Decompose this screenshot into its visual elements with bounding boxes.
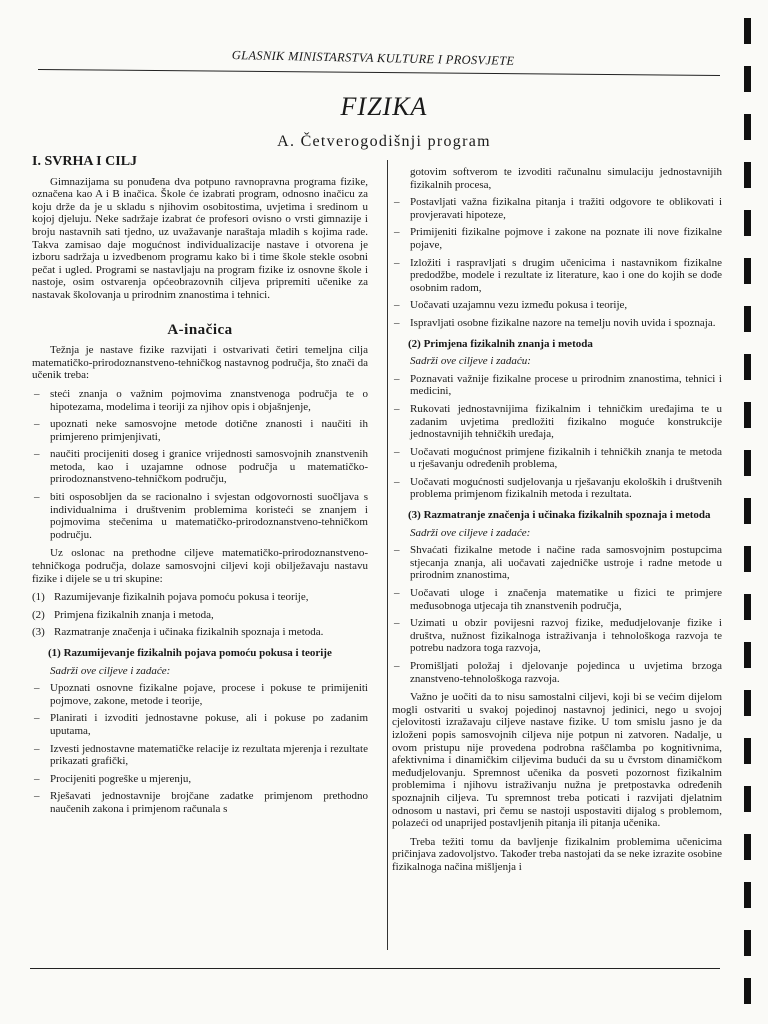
variant-a-heading: A-inačica: [167, 321, 233, 338]
scan-mark: [744, 882, 751, 908]
closing-paragraph-2: Treba težiti tomu da bavljenje fizikalnim problemima učenicima pričinjava zadovoljstvo. Također treba nastojati da se neke izrazite osobine fizikalnoga načina mišljenja i: [392, 835, 722, 873]
scan-mark: [744, 354, 751, 380]
list-item: gotovim softverom te izvoditi računalnu simulaciju jednostavnijih fizikalnih procesa,: [410, 166, 722, 191]
scan-mark: [744, 402, 751, 428]
list-item: – Uočavati uloge i značenja matematike u fizici te primjere međusobnoga utjecaja tih znanstvenih područja,: [392, 587, 722, 612]
list-item: – Primijeniti fizikalne pojmove i zakone na poznate ili nove fizikalne pojave,: [392, 226, 722, 251]
page-title: FIZIKA: [340, 92, 428, 121]
variant-a-intro: Težnja je nastave fizike razvijati i ostvarivati četiri temeljna cilja matematičko-prirodoznanstveno-tehničkog nastavnog područja, što znači da učenik treba:: [32, 344, 368, 382]
list-item: – Promišljati položaj i djelovanje pojedinca u uvjetima brzoga znanstveno-tehnološkoga razvoja.: [392, 660, 722, 685]
header-rule: [38, 69, 720, 76]
scan-edge-marks: [740, 10, 758, 1010]
list-item: – upoznati neke samosvojne metode dotične znanosti i naučiti ih primjereno primjenjivati,: [32, 418, 368, 443]
list-item: – Upoznati osnovne fizikalne pojave, procese i pokuse te primijeniti pojmove, zakone, metode i teorije,: [32, 682, 368, 707]
goal-groups-list: [32, 591, 368, 639]
purpose-paragraph: Gimnazijama su ponuđena dva potpuno ravnopravna programa fizike, označena kao A i B inačica. Škole će izabrati program, odnosno inačicu za koju drže da je u skladu s njihovim osobitostima, uvjetima i sredinom u kojoj djeluju. Neke sadržaje izabrat će profesori ovisno o vrsti gimnazije i broju nastavnih sati tjedno, uz uvažavanje naraštaja mladih s kojima rade. Takva zamisao daje mogućnost individualizacije nastave i otvorena je izboru sadržaja u izvedbenom programu kako bi i time škole stekle osobni pečat i ugled. Programi se nastavljaju na program fizike iz osnovne škole i nastoje, osim ostvarenja općeobrazovnih ciljeva pripremiti učenike za nastavak školovanja u prirodnim znanostima i tehnici.: [32, 175, 368, 301]
scan-mark: [744, 642, 751, 668]
goal-groups-intro: Uz oslonac na prethodne ciljeve matematičko-prirodoznanstveno-tehničkoga područja, dolaze samosvojni ciljevi koji obilježavaju nastavu fizike i dijele se u tri skupine:: [32, 547, 368, 585]
scan-mark: [744, 162, 751, 188]
group1-heading: (1) Razumijevanje fizikalnih pojava pomoću pokusa i teorije: [48, 647, 332, 659]
scan-mark: [744, 66, 751, 92]
scan-mark: [744, 786, 751, 812]
group2-heading: (2) Primjena fizikalnih znanja i metoda: [408, 337, 593, 350]
list-item: – Ispravljati osobne fizikalne nazore na temelju novih uvida i spoznaja.: [392, 317, 722, 330]
list-item: – Rješavati jednostavnije brojčane zadatke primjenom prethodno naučenih zakona i primjenom računala s: [32, 790, 368, 815]
footer-rule: [30, 968, 720, 969]
list-item: – Postavljati važna fizikalna pitanja i tražiti odgovore te oblikovati i provjeravati hipoteze,: [392, 196, 722, 221]
list-item: – Uočavati mogućnost primjene fizikalnih i tehničkih znanja te metoda u rješavanju određenih problema,: [392, 446, 722, 471]
right-column: [392, 166, 722, 880]
list-item: – Izložiti i raspravljati s drugim učenicima i nastavnikom fizikalne predodžbe, modele i rezultate iz literature, kao i one do kojih se dođe osobnim radom,: [392, 257, 722, 295]
column-divider: [387, 160, 388, 950]
list-item: – Izvesti jednostavne matematičke relacije iz rezultata mjerenja i rezultate prikazati grafički,: [32, 743, 368, 768]
running-header: GLASNIK MINISTARSTVA KULTURE I PROSVJETE: [231, 48, 515, 68]
group2-note: Sadrži ove ciljeve i zadaću:: [410, 355, 531, 368]
group1-note: Sadrži ove ciljeve i zadaće:: [50, 664, 171, 677]
list-item: – Planirati i izvoditi jednostavne pokuse, ali i pokuse po zadanim uputama,: [32, 712, 368, 737]
core-goals-list: [32, 388, 368, 542]
list-item: – Rukovati jednostavnijima fizikalnim i tehničkim uređajima te u zadanim uvjetima predložiti fizikalno moguće konstrukcije jednostavnijih tehničkih uređaja,: [392, 403, 722, 441]
scan-mark: [744, 498, 751, 524]
list-item: – Shvaćati fizikalne metode i načine rada samosvojnim postupcima stjecanja znanja, ali uočavati zajedničke ustroje i radne metode u prirodnim znanostima,: [392, 544, 722, 582]
group1-items: [32, 682, 368, 815]
list-item: – naučiti procijeniti doseg i granice vrijednosti samosvojnih znanstvenih metoda, kao i uzajamne odnose područja u matematičko-prirodoznanstveno-tehničkom području,: [32, 448, 368, 486]
closing-paragraph-1: Važno je uočiti da to nisu samostalni ciljevi, koji bi se većim dijelom mogli ostvariti u svakoj pojedinoj nastavnoj jedinici, nego u svojoj cjelovitosti izražavaju ciljeve nastave fizike. U tom smislu jasno je da izloženi popis samosvojnih ciljeva nije potpun ni zatvoren. Nadalje, u ovom pristupu nije provedena podrobna raščlamba po kognitivnima, afektivnima i dinamičkim ciljevima budući da su u čvrstom dinamičkom međudjelovanju. Spremnost učenika da posveti pozornost fizikalnim problemima i njihovu istraživanju nužna je pretpostavka određenih spoznajnih ciljeva. Tu spremnost treba poticati i razvijati djelatnim odnosom u nastavi, pri čemu se nastoji uspostaviti dijalog s problemom, polazeći od unaprijed postavljenih pitanja ili pitanja učenika.: [392, 691, 722, 830]
list-item: (3) Razmatranje značenja i učinaka fizikalnih spoznaja i metoda.: [32, 626, 324, 639]
list-item: – Uzimati u obzir povijesni razvoj fizike, međudjelovanje fizike i društva, nužnost fizikalnoga istraživanja i tehnološkoga razvoja te potrebu nadzora toga razvoja,: [392, 617, 722, 655]
scan-mark: [744, 738, 751, 764]
group3-note: Sadrži ove ciljeve i zadaće:: [410, 526, 531, 539]
page-subtitle: A. Četverogodišnji program: [277, 133, 491, 150]
list-item: – biti osposobljen da se racionalno i svjestan odgovornosti suočljava s individualnima i društvenim problemima koristeći se znanjem i pojmovima stečenima u matematičko-prirodoznanstveno-tehničkom području.: [32, 491, 368, 541]
scan-mark: [744, 930, 751, 956]
group3-heading: (3) Razmatranje značenja i učinaka fizikalnih spoznaja i metoda: [408, 509, 711, 522]
scan-mark: [744, 114, 751, 140]
scan-mark: [744, 210, 751, 236]
left-column: [32, 156, 368, 822]
list-item: – Uočavati mogućnosti sudjelovanja u rješavanju ekoloških i društvenih problema primjenom fizikalnih metoda i rezultata.: [392, 476, 722, 501]
scan-mark: [744, 18, 751, 44]
list-item: (1) Razumijevanje fizikalnih pojava pomoću pokusa i teorije,: [32, 591, 309, 604]
scan-mark: [744, 594, 751, 620]
list-item: – steći znanja o važnim pojmovima znanstvenoga područja te o hipotezama, modelima i teoriji za njihov opis i objašnjenje,: [32, 388, 368, 413]
section-heading-purpose: I. SVRHA I CILJ: [32, 154, 138, 169]
scan-mark: [744, 450, 751, 476]
list-item: – Uočavati uzajamnu vezu između pokusa i teorije,: [392, 299, 722, 312]
group2-items: [392, 373, 722, 501]
list-item: – Procijeniti pogreške u mjerenju,: [32, 773, 368, 786]
list-item: (2) Primjena fizikalnih znanja i metoda,: [32, 608, 214, 621]
scan-mark: [744, 258, 751, 284]
scan-mark: [744, 690, 751, 716]
list-item: – Poznavati važnije fizikalne procese u prirodnim znanostima, tehnici i medicini,: [392, 373, 722, 398]
group3-items: [392, 544, 722, 685]
scan-mark: [744, 978, 751, 1004]
scan-mark: [744, 306, 751, 332]
group1-items-continued: [392, 166, 722, 330]
scan-mark: [744, 546, 751, 572]
scan-mark: [744, 834, 751, 860]
